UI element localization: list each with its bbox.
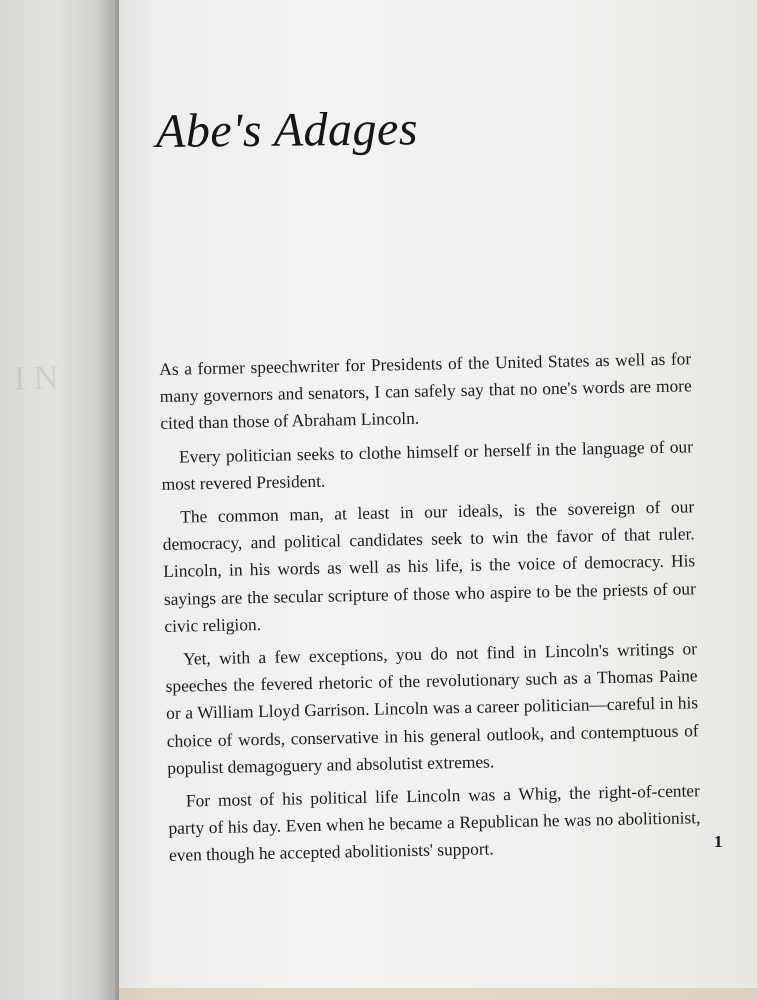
paragraph-3: The common man, at least in our ideals, is the sovereign of our democracy, and political candidates seek to win the favor of that ruler. Lincoln, in his words as well as his life, is the voice of democracy. His sayings are the secular scripture of those who aspire to be the priests of our civic religion. xyxy=(162,496,696,636)
bleed-through-mark: I N xyxy=(13,359,60,398)
left-page xyxy=(0,0,118,1000)
body-text xyxy=(159,345,701,875)
chapter-title: Abe's Adages xyxy=(155,102,419,158)
page-number: 1 xyxy=(714,832,723,851)
paragraph-2: Every politician seeks to clothe himself or herself in the language of our most revered President. xyxy=(161,435,694,494)
paragraph-4: Yet, with a few exceptions, you do not find in Lincoln's writings or speeches the fevered rhetoric of the revolutionary such as a Thomas Paine or a William Lloyd Garrison. Lincoln was a career politician—careful in his choice of words, conservative in his general outlook, and contemptuous of populist demagoguery and absolutist extremes. xyxy=(165,638,699,778)
paragraph-1: As a former speechwriter for Presidents of the United States as well as for many governors and senators, I can safely say that no one's words are more cited than those of Abraham Lincoln. xyxy=(159,348,692,434)
paragraph-5: For most of his political life Lincoln was a Whig, the right-of-center party of his day. Even when he became a Republican he was no abolitionist, even though he accepted abolitionists' support. xyxy=(168,780,701,866)
page-bottom-edge xyxy=(119,988,757,1000)
